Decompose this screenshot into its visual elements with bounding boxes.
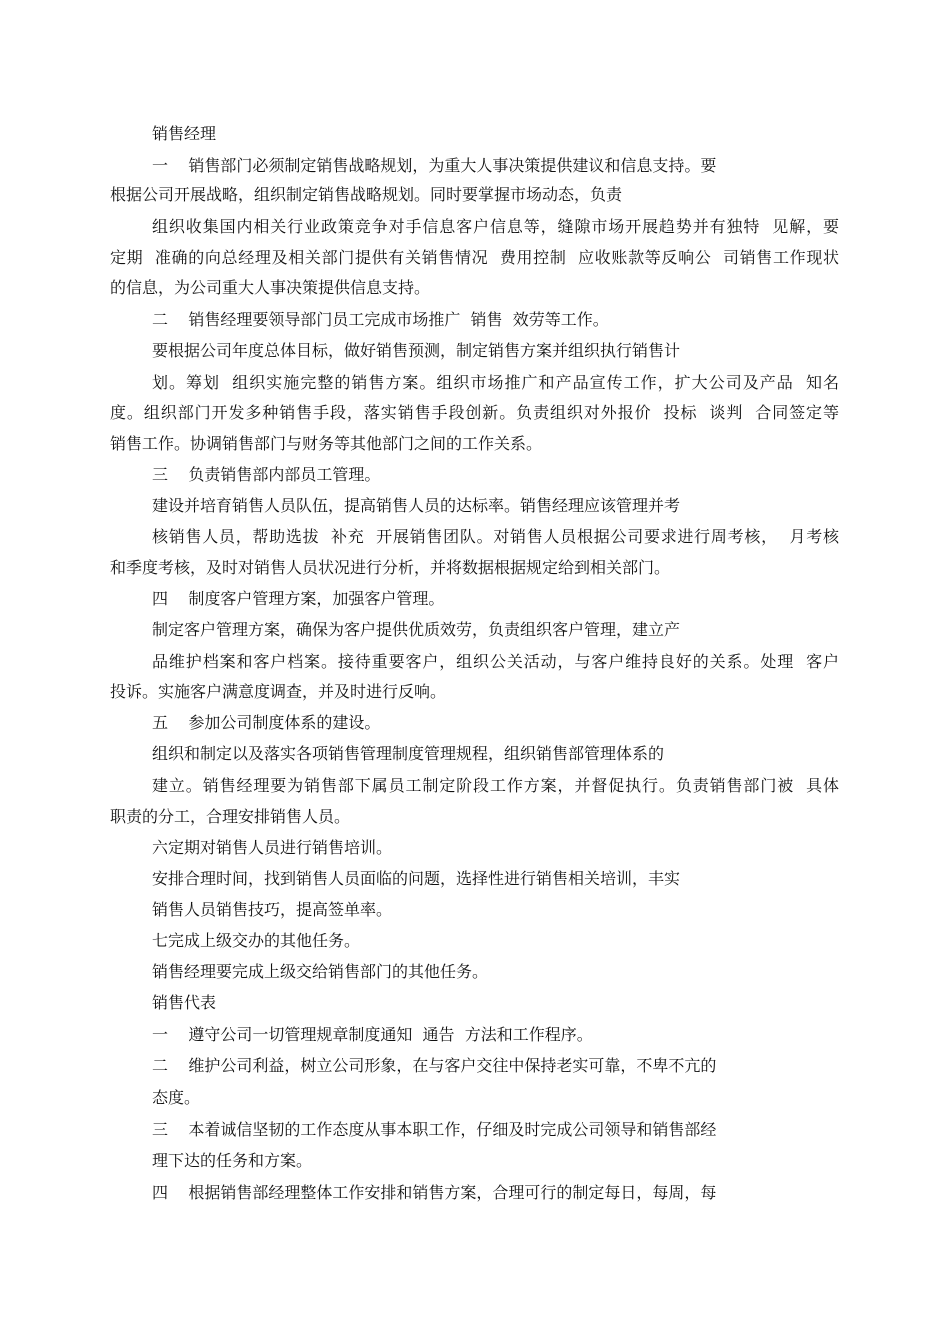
text-line: 要根据公司年度总体目标，做好销售预测，制定销售方案并组织执行销售计: [152, 341, 681, 360]
text-line: 核销售人员，帮助选拔 补充 开展销售团队。对销售人员根据公司要求进行周考核， 月考核: [152, 527, 839, 546]
text-line: 三 本着诚信坚韧的工作态度从事本职工作，仔细及时完成公司领导和销售部经: [152, 1120, 717, 1139]
text-line: 四 根据销售部经理整体工作安排和销售方案，合理可行的制定每日，每周，每: [152, 1183, 717, 1202]
section-heading-sales-manager: 销售经理: [152, 124, 217, 143]
text-line: 销售工作。协调销售部门与财务等其他部门之间的工作关系。: [110, 434, 543, 453]
text-line: 三 负责销售部内部员工管理。: [152, 465, 381, 484]
text-line: 理下达的任务和方案。: [152, 1151, 313, 1170]
text-line: 划。筹划 组织实施完整的销售方案。组织市场推广和产品宣传工作，扩大公司及产品 知名: [152, 373, 839, 392]
text-line: 销售经理要完成上级交给销售部门的其他任务。: [152, 962, 489, 981]
text-line: 七完成上级交办的其他任务。: [152, 931, 361, 950]
section-heading-sales-rep: 销售代表: [152, 993, 217, 1012]
text-line: 的信息，为公司重大人事决策提供信息支持。: [110, 278, 431, 297]
text-line: 制定客户管理方案，确保为客户提供优质效劳，负责组织客户管理，建立产: [152, 620, 681, 639]
text-line: 度。组织部门开发多种销售手段，落实销售手段创新。负责组织对外报价 投标 谈判 合同签定等: [110, 403, 839, 422]
text-line: 组织和制定以及落实各项销售管理制度管理规程，组织销售部管理体系的: [152, 744, 665, 763]
text-line: 六定期对销售人员进行销售培训。: [152, 838, 393, 857]
text-line: 职责的分工，合理安排销售人员。: [110, 807, 351, 826]
text-line: 建设并培育销售人员队伍，提高销售人员的达标率。销售经理应该管理并考: [152, 496, 681, 515]
text-line: 根据公司开展战略，组织制定销售战略规划。同时要掌握市场动态，负责: [110, 185, 623, 204]
text-line: 一 销售部门必须制定销售战略规划，为重大人事决策提供建议和信息支持。要: [152, 156, 717, 175]
text-line: 和季度考核，及时对销售人员状况进行分析，并将数据根据规定给到相关部门。: [110, 558, 671, 577]
text-line: 组织收集国内相关行业政策竞争对手信息客户信息等，缝隙市场开展趋势并有独特 见解，要: [152, 217, 839, 236]
text-line: 投诉。实施客户满意度调查，并及时进行反响。: [110, 682, 447, 701]
text-line: 定期 准确的向总经理及相关部门提供有关销售情况 费用控制 应收账款等反响公 司销售工作现状: [110, 248, 839, 267]
text-line: 安排合理时间，找到销售人员面临的问题，选择性进行销售相关培训，丰实: [152, 869, 681, 888]
text-line: 二 销售经理要领导部门员工完成市场推广 销售 效劳等工作。: [152, 310, 609, 329]
text-line: 品维护档案和客户档案。接待重要客户，组织公关活动，与客户维持良好的关系。处理 客户: [152, 652, 839, 671]
text-line: 一 遵守公司一切管理规章制度通知 通告 方法和工作程序。: [152, 1025, 593, 1044]
text-line: 建立。销售经理要为销售部下属员工制定阶段工作方案，并督促执行。负责销售部门被 具体: [152, 776, 839, 795]
text-line: 态度。: [152, 1088, 201, 1107]
text-line: 四 制度客户管理方案，加强客户管理。: [152, 589, 445, 608]
text-line: 二 维护公司利益，树立公司形象，在与客户交往中保持老实可靠，不卑不亢的: [152, 1056, 717, 1075]
text-line: 销售人员销售技巧，提高签单率。: [152, 900, 393, 919]
text-line: 五 参加公司制度体系的建设。: [152, 713, 381, 732]
